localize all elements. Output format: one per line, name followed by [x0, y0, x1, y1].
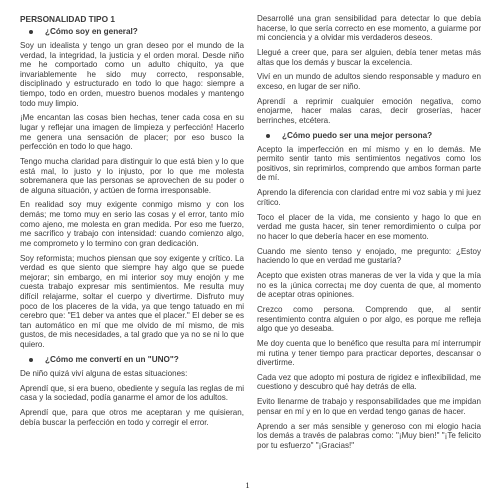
- bullet-icon: [266, 134, 270, 138]
- paragraph: Aprendo a ser más sensible y generoso con mi elogio hacia los demás a través de palabras como: "¡Muy bien!" "¡Te felicito por tu esfuerzo" "¡Gracias!": [257, 421, 481, 450]
- paragraph: Llegué a creer que, para ser alguien, debía tener metas más altas que los demás y buscar la excelencia.: [257, 47, 481, 67]
- two-column-layout: [20, 14, 481, 456]
- paragraph: Me doy cuenta que lo benéfico que resulta para mí interrumpir mi rutina y tener tiempo para practicar deportes, descansar o divertirme.: [257, 338, 481, 368]
- paragraph: Desarrollé una gran sensibilidad para detectar lo que debía hacerse, lo que sería correcto en ese momento, a guiarme por mi conciencia y a olvidar mis verdaderos deseos.: [257, 14, 481, 43]
- right-column: [257, 14, 481, 456]
- paragraph: Aprendí que, para que otros me aceptaran y me quisieran, debía buscar la perfección en todo y corregir el error.: [20, 407, 244, 427]
- paragraph: De niño quizá viví alguna de estas situaciones:: [20, 368, 188, 378]
- bullet-icon: [29, 358, 33, 362]
- paragraph: Soy un idealista y tengo un gran deseo por el mundo de la verdad, la integridad, la justicia y el orden moral. Desde niño me he comportado como un adulto chiquito, ya que invariablemente he sido muy correcto, responsable, disciplinado y estructurado en todo lo que hago: siempre a tiempo, todo en orden, muestro buenos modales y mantengo todo muy limpio.: [20, 41, 244, 108]
- section-heading: [257, 131, 481, 141]
- left-column: [20, 14, 244, 456]
- paragraph: En realidad soy muy exigente conmigo mismo y con los demás; me tomo muy en serio las cosas y el error, tanto mío como ajeno, me molesta en gran medida. Por eso me fuerzo, me sacrifico y trabajo con intensidad: cuando comienzo algo, me comprometo y lo termino con gran dedicación.: [20, 200, 244, 248]
- paragraph: Cuando me siento tenso y enojado, me pregunto: ¿Estoy haciendo lo que en verdad me gustaría?: [257, 246, 481, 266]
- bullet-icon: [29, 30, 33, 34]
- paragraph: Aprendo la diferencia con claridad entre mi voz sabia y mi juez crítico.: [257, 188, 481, 207]
- section-heading: [20, 27, 244, 37]
- section-heading: [20, 355, 244, 365]
- paragraph: Aprendí a reprimir cualquier emoción negativa, como enojarme, hacer malas caras, decir groserías, hacer berrinches, etcétera.: [257, 96, 481, 125]
- paragraph: Evito llenarme de trabajo y responsabilidades que me impidan pensar en mí y en lo que en verdad tengo ganas de hacer.: [257, 397, 481, 416]
- section-heading-text: ¿Cómo me convertí en un "UNO"?: [45, 354, 179, 364]
- paragraph: Soy reformista; muchos piensan que soy exigente y crítico. La verdad es que siento que siempre hay algo que se puede mejorar; sin embargo, en mi interior soy muy enojón y me cuesta trabajo expresar mis sentimientos. Me resulta muy difícil relajarme, soltar el cuerpo y divertirme. Disfruto muy poco de los placeres de la vida, ya que tengo tatuado en mi cerebro que: "E1 deber va antes que el placer." El deber se es tan automático en mí que me olvido de mí mismo, de mis gustos, de mis necesidades, a tal grado que ya no se ni lo que quiero.: [20, 253, 244, 349]
- paragraph: Aprendí que, si era bueno, obediente y seguía las reglas de mi casa y la sociedad, podía ganarme el amor de los adultos.: [20, 383, 244, 403]
- document-title: PERSONALIDAD TIPO 1: [20, 14, 115, 24]
- section-heading-text: ¿Cómo soy en general?: [45, 27, 138, 36]
- paragraph: Crezco como persona. Comprendo que, al sentir resentimiento contra alguien o por algo, es porque me refleja algo que yo deseaba.: [257, 304, 481, 334]
- paragraph: Tengo mucha claridad para distinguir lo que está bien y lo que está mal, lo justo y lo injusto, por lo que me molesta sobremanera que las personas se aprovechen de su poder o de alguna situación, y actúen de forma irresponsable.: [20, 156, 244, 195]
- paragraph: Toco el placer de la vida, me consiento y hago lo que en verdad me gusta hacer, sin tener remordimiento o culpa por no hacer lo que debería hacer en ese momento.: [257, 212, 481, 241]
- paragraph: ¡Me encantan las cosas bien hechas, tener cada cosa en su lugar y reflejar una imagen de limpieza y perfección! Hacerlo me genera una sensación de placer; por eso busco la perfección en todo lo que hago.: [20, 113, 244, 152]
- page-number: 1: [245, 480, 250, 490]
- paragraph: Cada vez que adopto mi postura de rigidez e inflexibilidad, me cuestiono y descubro qué hay detrás de ella.: [257, 372, 481, 392]
- paragraph: Viví en un mundo de adultos siendo responsable y maduro en exceso, en lugar de ser niño.: [257, 72, 481, 91]
- paragraph: Acepto que existen otras maneras de ver la vida y que la mía no es la ¡única correcta¡ me doy cuenta de que, al momento de aceptar otras opiniones.: [257, 270, 481, 300]
- section-heading-text: ¿Cómo puedo ser una mejor persona?: [282, 130, 433, 140]
- paragraph: Acepto la imperfección en mí mismo y en lo demás. Me permito sentir tanto mis sentimientos negativos como los positivos, sin reprimirlos, comprendo que ambos forman parte de mí.: [257, 144, 481, 183]
